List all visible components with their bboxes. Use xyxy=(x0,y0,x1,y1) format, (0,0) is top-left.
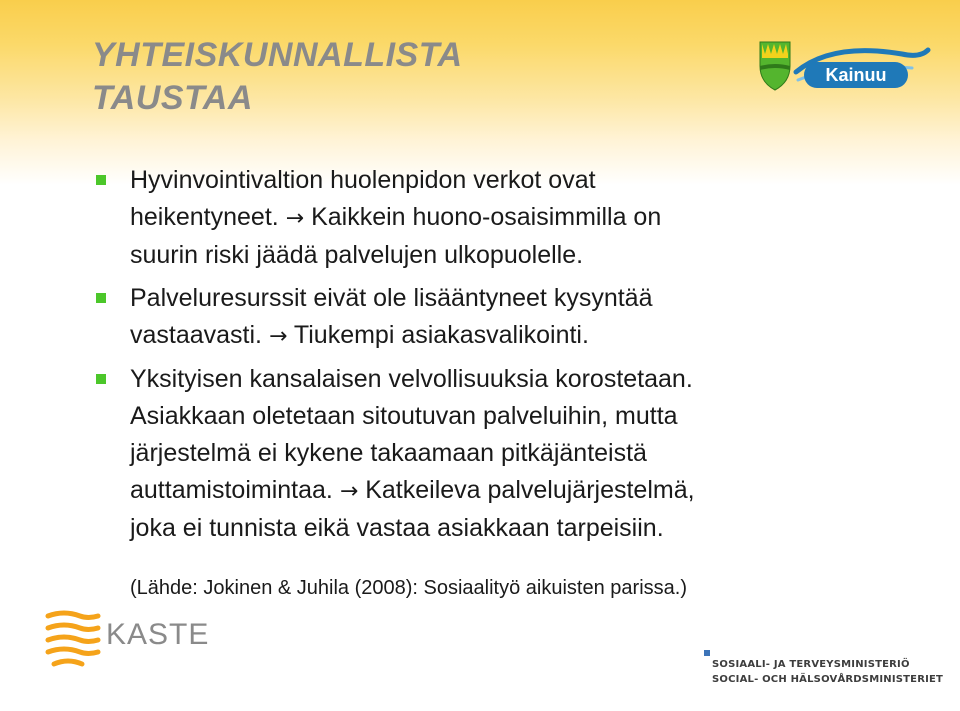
bullet-2-line-2-rest: Tiukempi asiakasvalikointi. xyxy=(293,321,589,349)
bullet-item-3 xyxy=(96,361,946,547)
bullet-1-line-2: heikentyneet. xyxy=(130,203,279,231)
ministry-name-finnish: SOSIAALI- JA TERVEYSMINISTERIÖ xyxy=(712,659,910,670)
bullet-square-icon xyxy=(96,175,106,185)
kaste-logo-text: KASTE xyxy=(106,618,210,651)
bullet-square-icon xyxy=(96,374,106,384)
bullet-3-line-2: Asiakkaan oletetaan sitoutuvan palveluihin, mutta xyxy=(130,402,678,430)
bullet-3-line-4-rest: Katkeileva palvelujärjestelmä, xyxy=(365,476,695,504)
bullet-2-line-1: Palveluresurssit eivät ole lisääntyneet kysyntää xyxy=(130,284,653,312)
kainuu-logo xyxy=(752,36,932,96)
bullet-1-line-2-rest: Kaikkein huono-osaisimmilla on xyxy=(311,203,662,231)
kaste-logo xyxy=(44,608,224,670)
right-arrow-icon: → xyxy=(339,479,359,504)
kainuu-crest-icon xyxy=(760,42,790,90)
title-line-2: TAUSTAA xyxy=(92,79,253,117)
bullet-2-line-2: vastaavasti. xyxy=(130,321,263,349)
bullet-square-icon xyxy=(96,293,106,303)
bullet-item-1 xyxy=(96,162,946,274)
bullet-1-line-1: Hyvinvointivaltion huolenpidon verkot ovat xyxy=(130,166,596,194)
bullet-item-2 xyxy=(96,280,946,355)
bullet-list xyxy=(96,162,946,553)
source-citation: (Lähde: Jokinen & Juhila (2008): Sosiaalityö aikuisten parissa.) xyxy=(130,577,687,599)
bullet-1-line-3: suurin riski jäädä palvelujen ulkopuolelle. xyxy=(130,241,584,269)
title-line-1: YHTEISKUNNALLISTA xyxy=(92,36,463,74)
bullet-3-line-1: Yksityisen kansalaisen velvollisuuksia korostetaan. xyxy=(130,365,693,393)
bullet-3-line-3: järjestelmä ei kykene takaamaan pitkäjänteistä xyxy=(130,439,647,467)
kaste-waves-icon xyxy=(48,613,98,664)
slide-title xyxy=(92,34,463,120)
ministry-dot-icon xyxy=(704,650,710,656)
ministry-name-swedish: SOCIAL- OCH HÄLSOVÅRDSMINISTERIET xyxy=(712,674,944,685)
right-arrow-icon: → xyxy=(268,324,288,349)
kainuu-logo-text: Kainuu xyxy=(825,65,887,85)
bullet-3-line-4: auttamistoimintaa. xyxy=(130,476,333,504)
right-arrow-icon: → xyxy=(285,206,305,231)
bullet-3-line-5: joka ei tunnista eikä vastaa asiakkaan tarpeisiin. xyxy=(130,514,664,542)
